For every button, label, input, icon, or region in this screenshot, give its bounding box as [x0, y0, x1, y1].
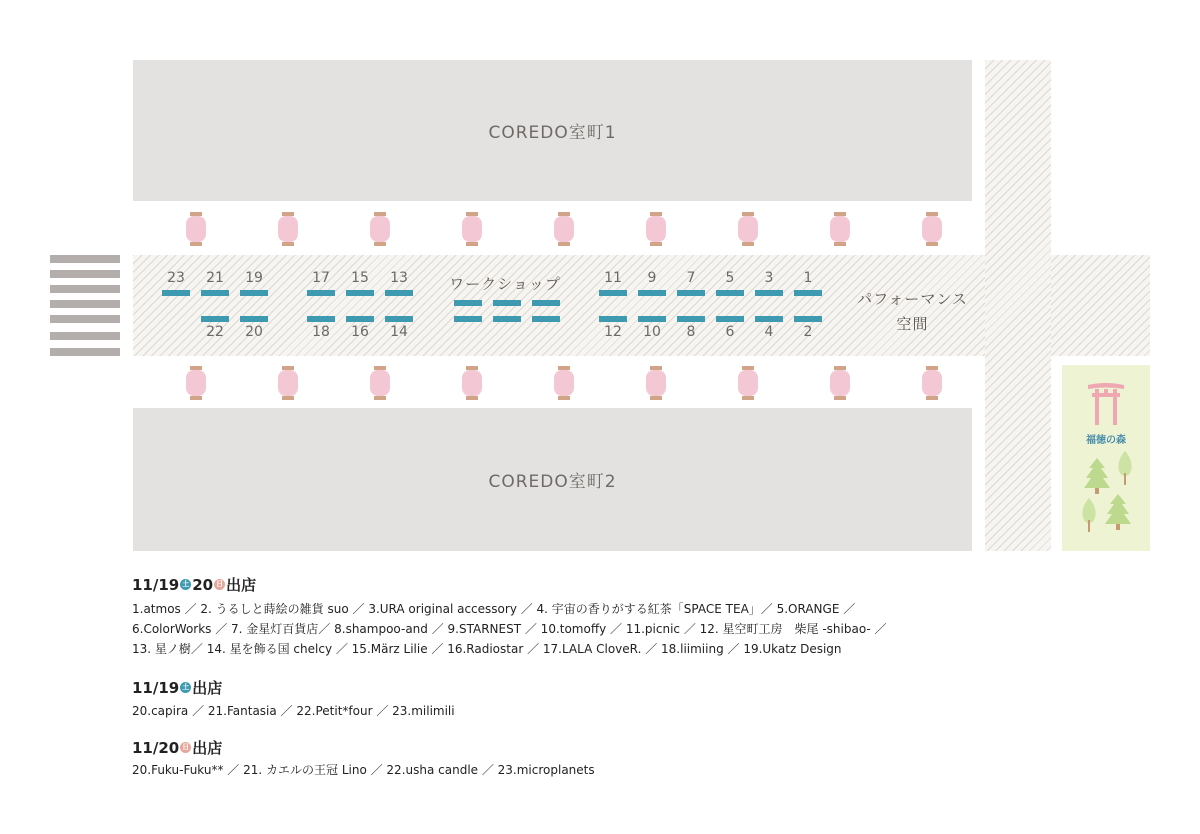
workshop-stall	[454, 300, 482, 306]
booth-stall	[201, 290, 229, 296]
lantern-icon	[922, 212, 942, 246]
booth-stall	[794, 316, 822, 322]
booth-stall	[716, 290, 744, 296]
lantern-icon	[370, 366, 390, 400]
booth-number: 4	[764, 324, 774, 340]
round-tree-icon	[1116, 451, 1134, 485]
lantern-icon	[830, 366, 850, 400]
booth-stall	[716, 316, 744, 322]
legend-section2-suffix: 出店	[192, 679, 223, 697]
workshop-label: ワークショップ	[449, 275, 561, 293]
performance-label-line1: パフォーマンス	[857, 290, 968, 308]
booth-number: 9	[647, 270, 657, 286]
booth-stall	[794, 290, 822, 296]
booth-stall	[346, 316, 374, 322]
booth-stall	[162, 290, 190, 296]
booth-number: 5	[725, 270, 735, 286]
booth-stall	[755, 290, 783, 296]
booth-number: 8	[686, 324, 696, 340]
legend-section1-date-b: 20	[192, 575, 214, 594]
torii-icon	[1086, 381, 1126, 425]
legend-section3-title	[132, 737, 222, 758]
lantern-icon	[186, 366, 206, 400]
legend-section1-title	[132, 574, 256, 595]
sunday-badge: 日	[182, 743, 190, 751]
legend-section3-date: 11/20	[132, 738, 180, 757]
lantern-icon	[738, 366, 758, 400]
workshop-stall	[532, 316, 560, 322]
booth-stall	[240, 316, 268, 322]
legend-section1-date-a: 11/19	[132, 575, 180, 594]
forest-label: 福徳の森	[1086, 435, 1126, 446]
saturday-badge: 土	[182, 580, 190, 588]
booth-number: 2	[803, 324, 813, 340]
round-tree-icon	[1080, 498, 1098, 532]
lantern-icon	[462, 366, 482, 400]
lantern-icon	[186, 212, 206, 246]
lantern-icon	[830, 212, 850, 246]
booth-number: 20	[245, 324, 263, 340]
legend-section1-suffix: 出店	[226, 576, 257, 594]
lantern-icon	[278, 212, 298, 246]
booth-number: 7	[686, 270, 696, 286]
lantern-icon	[922, 366, 942, 400]
booth-number: 19	[245, 270, 263, 286]
booth-number: 15	[351, 270, 369, 286]
booth-stall	[638, 316, 666, 322]
booth-number: 18	[312, 324, 330, 340]
booth-number: 16	[351, 324, 369, 340]
lantern-icon	[646, 366, 666, 400]
booth-stall	[346, 290, 374, 296]
booth-number: 13	[390, 270, 408, 286]
booth-stall	[385, 316, 413, 322]
legend-section1-line: 6.ColorWorks ／ 7. 金星灯百貨店／ 8.shampoo-and ／ 9.STARNEST ／ 10.tomoffy ／ 11.picnic ／ 12. 星空町工房 柴尾 -shibao- ／	[132, 622, 887, 636]
booth-stall	[599, 290, 627, 296]
sunday-badge: 日	[216, 580, 224, 588]
legend-section2-date: 11/19	[132, 678, 180, 697]
booth-number: 6	[725, 324, 735, 340]
booth-number: 10	[643, 324, 661, 340]
booth-number: 17	[312, 270, 330, 286]
workshop-stall	[493, 316, 521, 322]
booth-stall	[307, 290, 335, 296]
conifer-tree-icon	[1105, 494, 1131, 530]
lantern-icon	[370, 212, 390, 246]
workshop-stall	[532, 300, 560, 306]
legend-section1-line: 1.atmos ／ 2. うるしと蒔絵の雑貨 suo ／ 3.URA original accessory ／ 4. 宇宙の香りがする紅茶「SPACE TEA」／ 5.ORANGE ／	[132, 602, 856, 616]
lantern-icon	[646, 212, 666, 246]
workshop-stall	[493, 300, 521, 306]
booth-number: 21	[206, 270, 224, 286]
building-1-label: COREDO室町1	[488, 123, 617, 143]
booth-stall	[385, 290, 413, 296]
performance-space-label	[850, 288, 975, 334]
booth-number: 3	[764, 270, 774, 286]
booth-stall	[307, 316, 335, 322]
lantern-icon	[554, 366, 574, 400]
conifer-tree-icon	[1084, 458, 1110, 494]
booth-number: 12	[604, 324, 622, 340]
side-walkway	[985, 60, 1051, 551]
performance-label-line2: 空間	[896, 315, 929, 333]
booth-number: 22	[206, 324, 224, 340]
fukutoku-forest	[1062, 365, 1150, 551]
booth-stall	[677, 316, 705, 322]
booth-number: 11	[604, 270, 622, 286]
lantern-icon	[738, 212, 758, 246]
legend-section3-suffix: 出店	[192, 739, 223, 757]
lantern-icon	[462, 212, 482, 246]
booth-number: 1	[803, 270, 813, 286]
legend-section2-title	[132, 677, 222, 698]
booth-stall	[638, 290, 666, 296]
building-2-label: COREDO室町2	[488, 472, 617, 492]
booth-number: 23	[167, 270, 185, 286]
workshop-stall	[454, 316, 482, 322]
booth-number: 14	[390, 324, 408, 340]
legend-section1-line: 13. 星ノ樹／ 14. 星を飾る国 chelcy ／ 15.März Lilie ／ 16.Radiostar ／ 17.LALA CloveR. ／ 18.liimiing ／ 19.Ukatz Design	[132, 642, 842, 656]
legend-section2-line: 20.capira ／ 21.Fantasia ／ 22.Petit*four ／ 23.milimili	[132, 704, 455, 718]
building-coredo-2	[133, 408, 972, 551]
booth-stall	[599, 316, 627, 322]
booth-stall	[240, 290, 268, 296]
booth-stall	[677, 290, 705, 296]
lantern-icon	[554, 212, 574, 246]
booth-stall	[755, 316, 783, 322]
lantern-icon	[278, 366, 298, 400]
saturday-badge: 土	[182, 683, 190, 691]
booth-stall	[201, 316, 229, 322]
building-coredo-1	[133, 60, 972, 201]
legend-section3-line: 20.Fuku-Fuku** ／ 21. カエルの王冠 Lino ／ 22.usha candle ／ 23.microplanets	[132, 763, 595, 777]
